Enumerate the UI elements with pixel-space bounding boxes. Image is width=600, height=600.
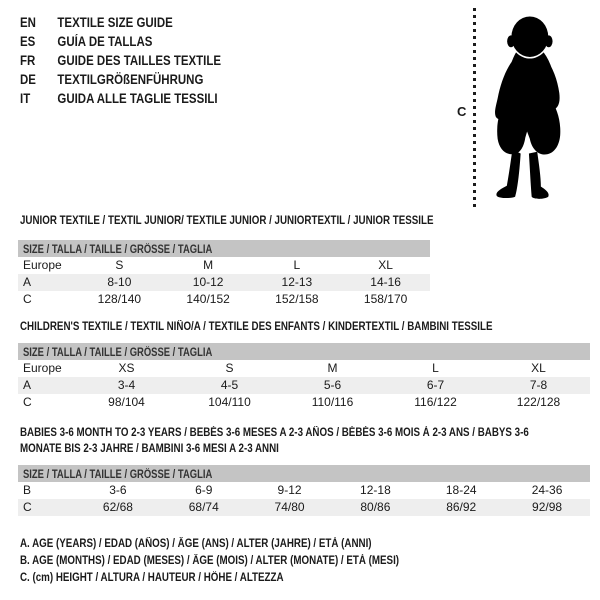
table-row	[18, 394, 590, 411]
size-header-bar	[18, 465, 590, 482]
table-cell: 3-6	[109, 483, 127, 497]
table-cell: M	[327, 361, 338, 375]
row-label: Europe	[23, 258, 62, 272]
table-cell: 140/152	[186, 292, 230, 306]
table-cell: 110/116	[311, 395, 354, 409]
row-label: A	[23, 378, 32, 392]
table-row	[18, 257, 430, 274]
language-row	[20, 32, 221, 51]
language-code: EN	[20, 15, 36, 30]
table-cell: 128/140	[97, 292, 142, 306]
language-label: TEXTILGRÖßENFÜHRUNG	[57, 72, 204, 87]
table-cell: S	[225, 361, 234, 375]
row-label: B	[23, 483, 32, 497]
table-cell: 104/110	[208, 395, 251, 409]
height-marker-label: C	[457, 104, 467, 119]
table-cell: 74/80	[274, 500, 305, 514]
table-cell: XL	[378, 258, 393, 272]
language-code: FR	[20, 53, 36, 68]
size-header-label: SIZE / TALLA / TAILLE / GRÖSSE / TAGLIA	[23, 469, 213, 481]
language-code: IT	[20, 91, 31, 106]
footnotes	[20, 536, 466, 587]
row-label: A	[23, 275, 32, 289]
table-cell: 152/158	[275, 292, 319, 306]
table-cell: 122/128	[516, 395, 561, 409]
table-cell: 18-24	[445, 483, 477, 497]
language-label: GUIDA ALLE TAGLIE TESSILI	[57, 91, 218, 106]
table-cell: 80/86	[360, 500, 391, 514]
table-row	[18, 291, 430, 308]
table-row	[18, 274, 430, 291]
table-cell: 116/122	[414, 395, 457, 409]
row-label: C	[23, 395, 32, 409]
table-cell: 3-4	[117, 378, 136, 392]
row-label: Europe	[23, 361, 62, 375]
junior-table-title: JUNIOR TEXTILE / TEXTIL JUNIOR/ TEXTILE JUNIOR / JUNIORTEXTIL / JUNIOR TESSILE	[20, 215, 434, 227]
baby-silhouette	[482, 8, 574, 208]
table-cell: S	[115, 258, 124, 272]
language-label: GUIDE DES TAILLES TEXTILE	[57, 53, 222, 68]
size-header-label: SIZE / TALLA / TAILLE / GRÖSSE / TAGLIA	[23, 244, 213, 256]
size-header-bar	[18, 343, 590, 360]
language-row	[20, 51, 221, 70]
language-code: DE	[20, 72, 36, 87]
table-row	[18, 360, 590, 377]
language-row	[20, 89, 221, 108]
language-list	[20, 13, 257, 108]
babies-table-title: BABIES 3-6 MONTH TO 2-3 YEARS / BEBÉS 3-6 MESES A 2-3 AÑOS / BÉBÉS 3-6 MOIS À 2-3 ANS / BABYS 3-6 MONATE BIS 2-3 JAHRE / BAMBINI 3-6 MESI A 2-3 ANNI	[20, 427, 529, 455]
table-cell: 9-12	[277, 483, 302, 497]
footnote: C. (cm) HEIGHT / ALTURA / HAUTEUR / HÖHE / ALTEZZA	[20, 572, 284, 584]
table-row	[18, 482, 590, 499]
table-cell: L	[432, 361, 439, 375]
language-label: TEXTILE SIZE GUIDE	[57, 15, 173, 30]
language-row	[20, 13, 221, 32]
table-cell: 86/92	[446, 500, 477, 514]
language-label: GUÍA DE TALLAS	[57, 34, 153, 49]
row-label: C	[23, 500, 32, 514]
junior-table	[18, 240, 430, 308]
row-label: C	[23, 292, 32, 306]
footnote: B. AGE (MONTHS) / EDAD (MESES) / ÂGE (MOIS) / ALTER (MONATE) / ETÀ (MESI)	[20, 555, 400, 567]
table-cell: L	[293, 258, 301, 272]
table-cell: 12-13	[281, 275, 313, 289]
table-cell: 92/98	[532, 500, 563, 514]
children-table-title: CHILDREN'S TEXTILE / TEXTIL NIÑO/A / TEXTILE DES ENFANTS / KINDERTEXTIL / BAMBINI TESSILE	[20, 321, 493, 333]
table-cell: XL	[531, 361, 546, 375]
table-row	[18, 377, 590, 394]
table-cell: 10-12	[192, 275, 224, 289]
table-cell: 68/74	[188, 500, 219, 514]
height-measure-dashed-line	[473, 8, 476, 207]
table-cell: 7-8	[529, 378, 548, 392]
table-cell: 12-18	[360, 483, 391, 497]
children-table	[18, 343, 590, 411]
language-row	[20, 70, 221, 89]
footnote: A. AGE (YEARS) / EDAD (AÑOS) / ÂGE (ANS) / ALTER (JAHRE) / ETÀ (ANNI)	[20, 538, 372, 550]
table-cell: 4-5	[220, 378, 239, 392]
language-code: ES	[20, 34, 36, 49]
table-cell: 8-10	[107, 275, 132, 289]
table-cell: 62/68	[102, 500, 133, 514]
table-cell: M	[203, 258, 214, 272]
table-cell: XS	[118, 361, 135, 375]
size-header-label: SIZE / TALLA / TAILLE / GRÖSSE / TAGLIA	[23, 347, 213, 359]
table-cell: 6-7	[426, 378, 445, 392]
table-cell: 98/104	[108, 395, 145, 409]
table-cell: 24-36	[531, 483, 563, 497]
table-cell: 5-6	[323, 378, 342, 392]
babies-table	[18, 465, 590, 516]
table-cell: 158/170	[363, 292, 408, 306]
size-header-bar	[18, 240, 430, 257]
table-cell: 14-16	[370, 275, 401, 289]
table-cell: 6-9	[195, 483, 213, 497]
table-row	[18, 499, 590, 516]
